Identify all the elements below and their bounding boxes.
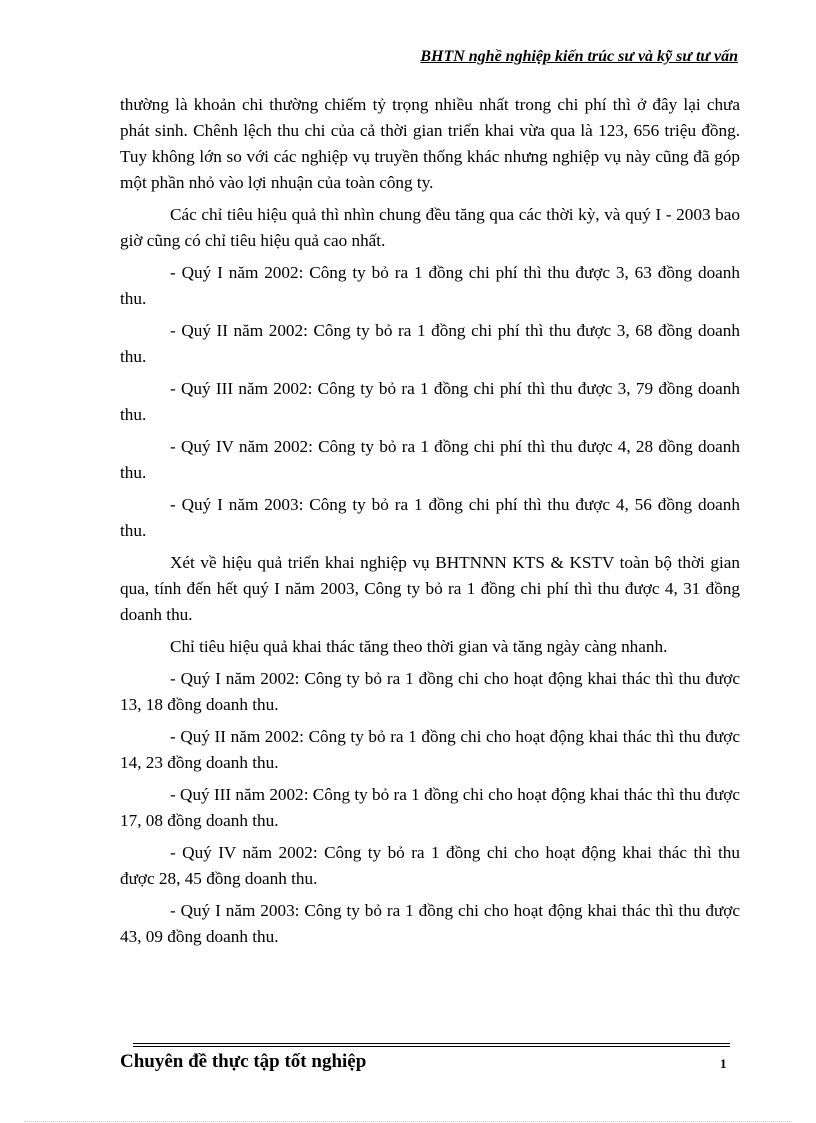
list-item: - Quý II năm 2002: Công ty bỏ ra 1 đồng chi phí thì thu được 3, 68 đồng doanh thu.	[120, 321, 740, 366]
list-item: - Quý I năm 2003: Công ty bỏ ra 1 đồng chi cho hoạt động khai thác thì thu được 43, 09 đồng doanh thu.	[120, 901, 740, 946]
list-item: - Quý IV năm 2002: Công ty bỏ ra 1 đồng chi phí thì thu được 4, 28 đồng doanh thu.	[120, 437, 740, 482]
list-item: - Quý III năm 2002: Công ty bỏ ra 1 đồng chi phí thì thu được 3, 79 đồng doanh thu.	[120, 379, 740, 424]
list-item: - Quý III năm 2002: Công ty bỏ ra 1 đồng chi cho hoạt động khai thác thì thu được 17, 08 đồng doanh thu.	[120, 785, 740, 830]
list-item: - Quý I năm 2002: Công ty bỏ ra 1 đồng chi cho hoạt động khai thác thì thu được 13, 18 đồng doanh thu.	[120, 669, 740, 714]
list-item: - Quý I năm 2002: Công ty bỏ ra 1 đồng chi phí thì thu được 3, 63 đồng doanh thu.	[120, 263, 740, 308]
paragraph: Xét về hiệu quả triển khai nghiệp vụ BHTNNN KTS & KSTV toàn bộ thời gian qua, tính đến hết quý I năm 2003, Công ty bỏ ra 1 đồng chi phí thì thu được 4, 31 đồng doanh thu.	[120, 553, 740, 624]
footer-divider	[133, 1043, 730, 1047]
footer-title: Chuyên đề thực tập tốt nghiệp	[120, 1051, 367, 1072]
page-header-title: BHTN nghề nghiệp kiến trúc sư và kỹ sư tư vấn	[420, 48, 738, 65]
list-item: - Quý II năm 2002: Công ty bỏ ra 1 đồng chi cho hoạt động khai thác thì thu được 14, 23 đồng doanh thu.	[120, 727, 740, 772]
paragraph: Chỉ tiêu hiệu quả khai thác tăng theo thời gian và tăng ngày càng nhanh.	[170, 637, 668, 656]
page-bottom-edge	[24, 1121, 792, 1122]
paragraph: thường là khoản chi thường chiếm tỷ trọng nhiều nhất trong chi phí thì ở đây lại chưa phát sinh. Chênh lệch thu chi của cả thời gian triển khai vừa qua là 123, 656 triệu đồng. Tuy không lớn so với các nghiệp vụ truyền thống khác nhưng nghiệp vụ này cũng đã góp một phần nhỏ vào lợi nhuận của toàn công ty.	[120, 95, 740, 192]
paragraph: Các chỉ tiêu hiệu quả thì nhìn chung đều tăng qua các thời kỳ, và quý I - 2003 bao giờ cũng có chỉ tiêu hiệu quả cao nhất.	[120, 205, 740, 250]
list-item: - Quý IV năm 2002: Công ty bỏ ra 1 đồng chi cho hoạt động khai thác thì thu được 28, 45 đồng doanh thu.	[120, 843, 740, 888]
list-item: - Quý I năm 2003: Công ty bỏ ra 1 đồng chi phí thì thu được 4, 56 đồng doanh thu.	[120, 495, 740, 540]
document-body	[120, 92, 740, 956]
page-number: 1	[720, 1056, 727, 1071]
